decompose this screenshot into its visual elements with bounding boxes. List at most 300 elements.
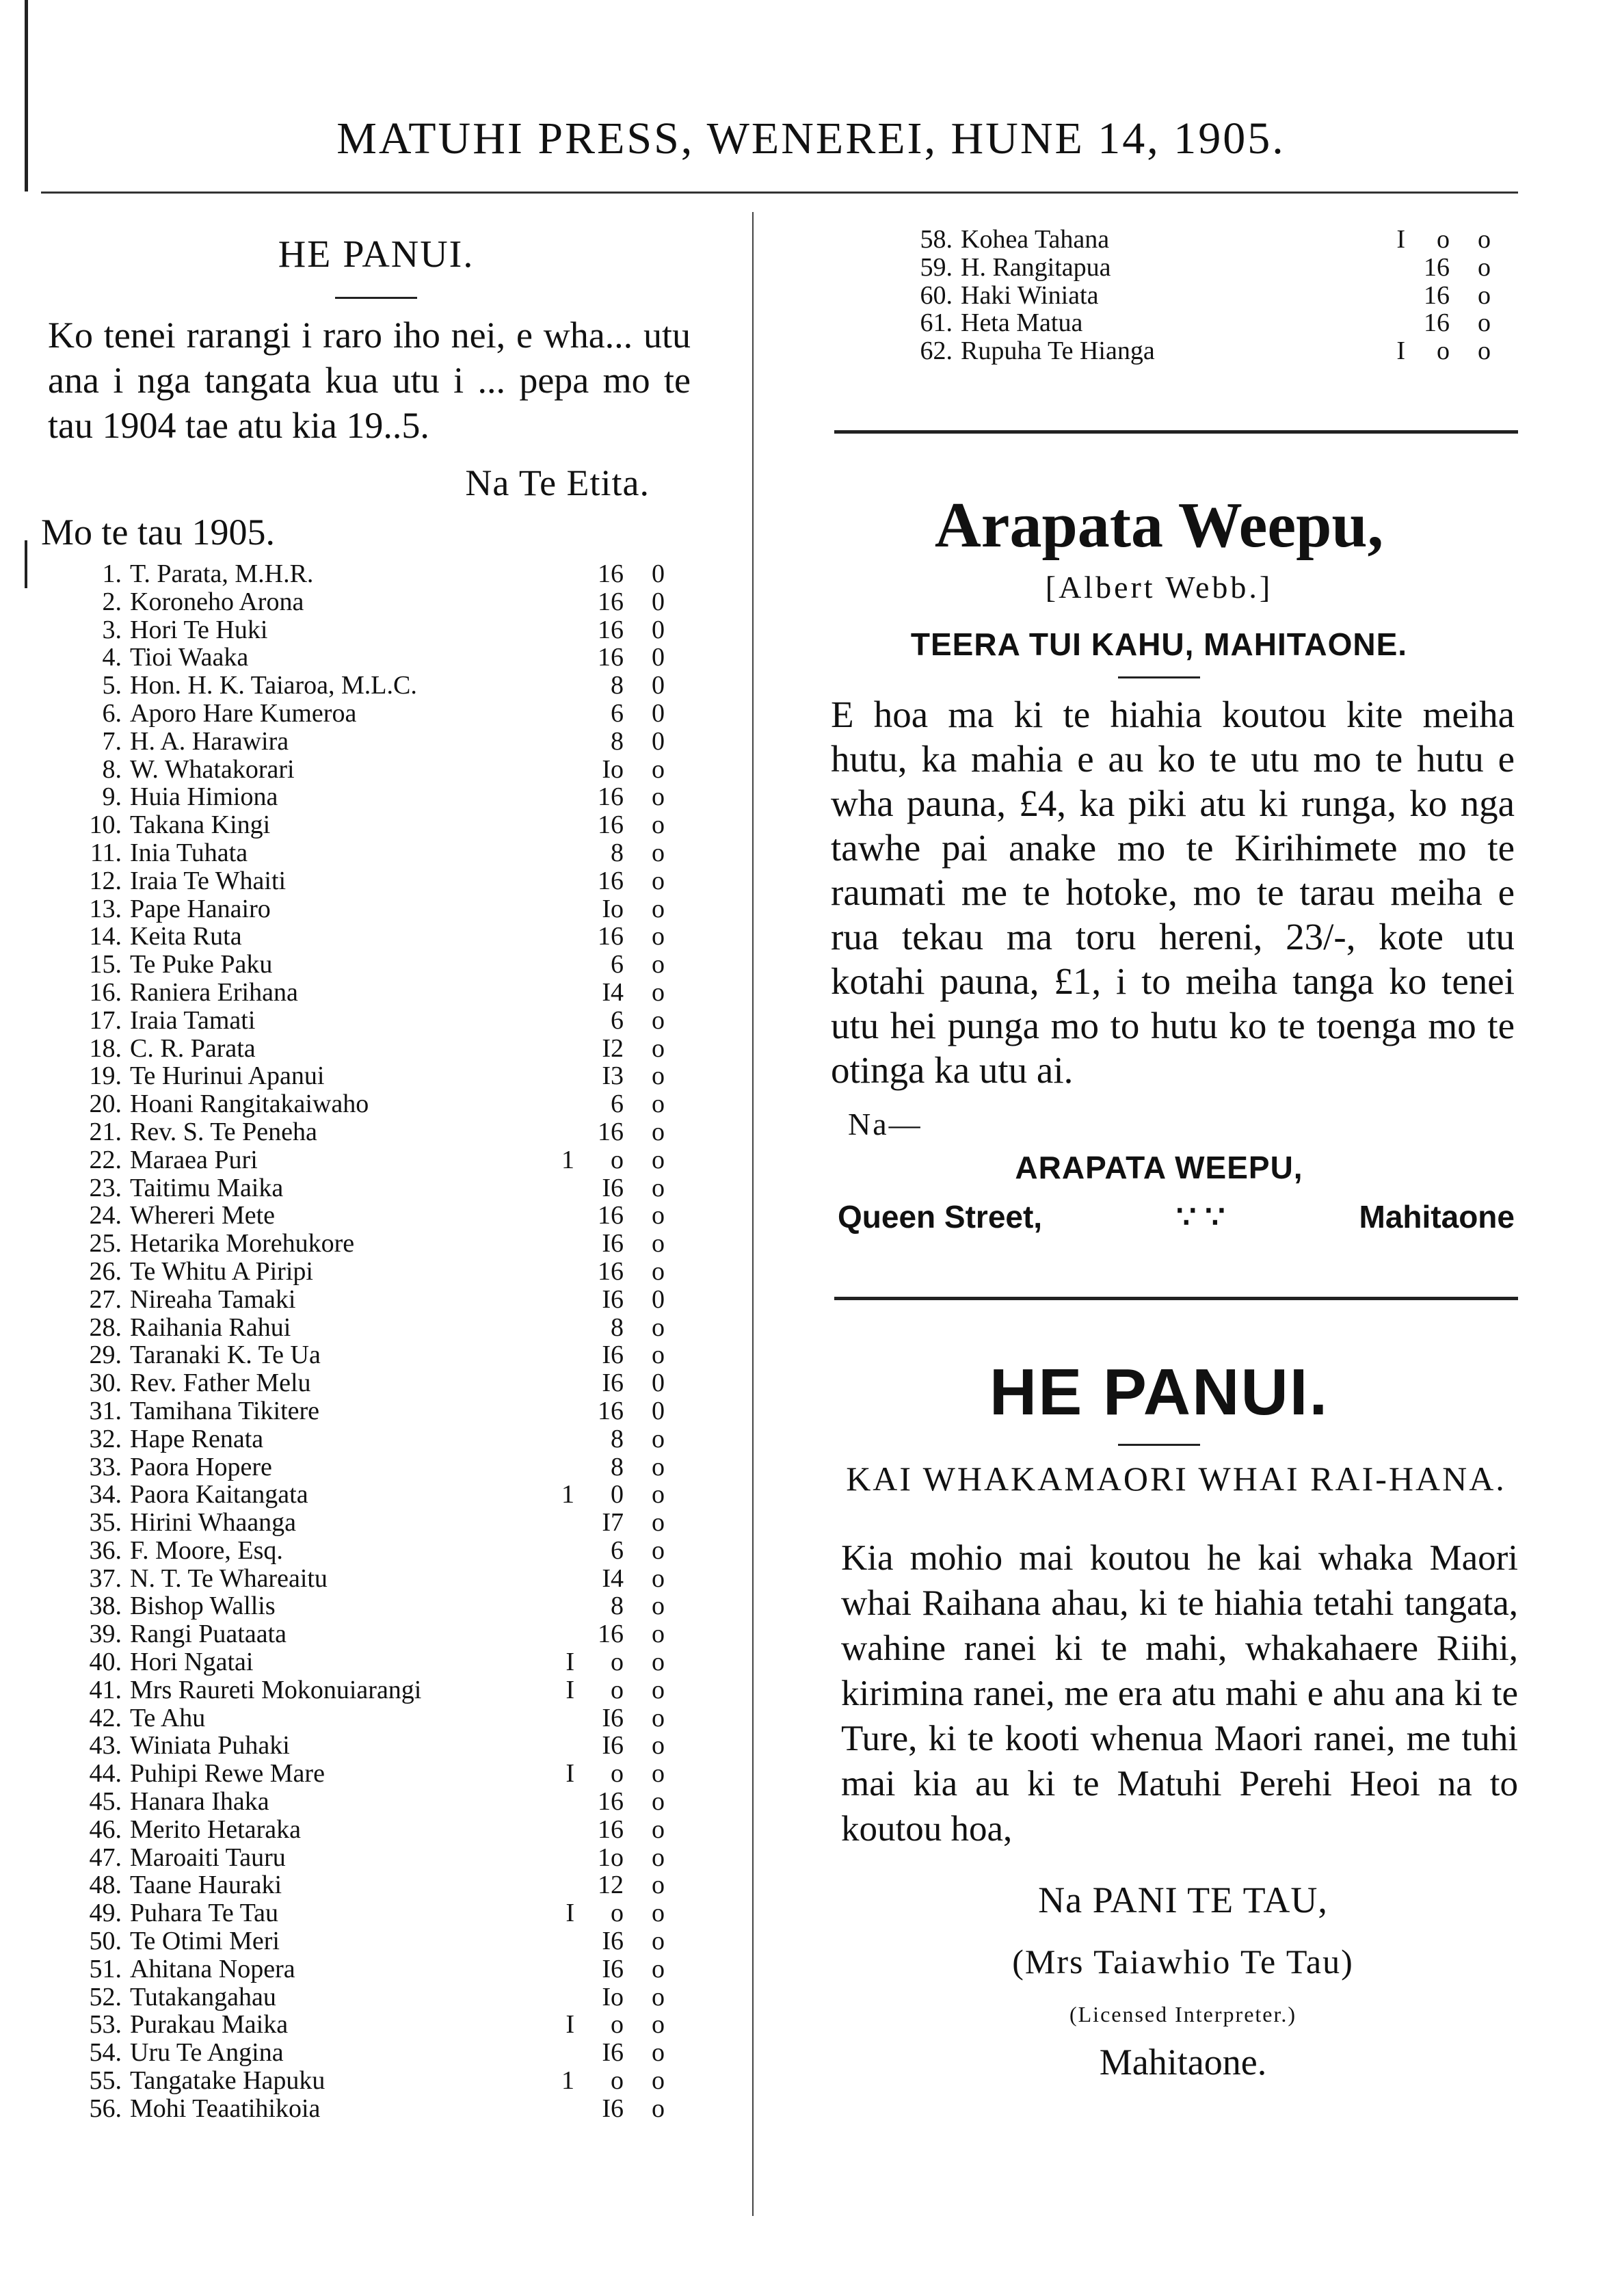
row-name: Hoani Rangitakaiwaho bbox=[130, 1090, 369, 1119]
row-shillings: 16 bbox=[598, 866, 624, 895]
row-name: W. Whatakorari bbox=[130, 754, 295, 784]
row-pence: 0 bbox=[652, 615, 665, 644]
row-shillings: 8 bbox=[611, 1312, 624, 1342]
row-pence: 0 bbox=[652, 698, 665, 728]
row-pence: o bbox=[652, 1452, 665, 1481]
list-row bbox=[27, 1453, 725, 1481]
row-number: 5. bbox=[102, 671, 122, 700]
row-name: Raniera Erihana bbox=[130, 977, 298, 1007]
row-shillings: 16 bbox=[598, 1201, 624, 1230]
row-shillings: 16 bbox=[598, 1815, 624, 1844]
list-row bbox=[27, 1007, 725, 1035]
row-pence: o bbox=[652, 1982, 665, 2011]
list-row bbox=[27, 756, 725, 784]
row-name: Takana Kingi bbox=[130, 810, 271, 840]
row-number: 59. bbox=[920, 252, 953, 282]
row-pence: o bbox=[652, 1703, 665, 1732]
row-name: Paora Hopere bbox=[130, 1452, 272, 1481]
row-name: Iraia Te Whaiti bbox=[130, 866, 287, 895]
list-row bbox=[27, 1648, 725, 1676]
row-pence: o bbox=[652, 754, 665, 784]
row-number: 42. bbox=[89, 1703, 122, 1732]
row-pence: o bbox=[652, 1424, 665, 1453]
row-shillings: 16 bbox=[1424, 308, 1450, 338]
row-number: 31. bbox=[89, 1396, 122, 1425]
row-shillings: 6 bbox=[611, 1090, 624, 1119]
advert-subtitle: [Albert Webb.] bbox=[1045, 569, 1273, 605]
row-number: 12. bbox=[89, 866, 122, 895]
year-heading: Mo te tau 1905. bbox=[41, 512, 275, 553]
row-number: 11. bbox=[90, 838, 122, 867]
list-row bbox=[27, 2011, 725, 2039]
list-row bbox=[27, 1425, 725, 1453]
list-row bbox=[27, 1062, 725, 1090]
row-number: 26. bbox=[89, 1256, 122, 1286]
list-row bbox=[27, 1258, 725, 1286]
row-name: N. T. Te Whareaitu bbox=[130, 1563, 328, 1593]
row-pounds bbox=[533, 1425, 574, 1453]
row-name: Maraea Puri bbox=[130, 1145, 258, 1174]
list-row bbox=[766, 226, 1552, 254]
advert-place: TEERA TUI KAHU, MAHITAONE. bbox=[910, 626, 1408, 662]
row-pence: o bbox=[652, 1090, 665, 1119]
row-number: 13. bbox=[89, 894, 122, 923]
row-number: 32. bbox=[89, 1424, 122, 1453]
row-name: Bishop Wallis bbox=[130, 1592, 276, 1621]
list-row bbox=[27, 1174, 725, 1202]
row-shillings: 8 bbox=[611, 1592, 624, 1621]
row-number: 47. bbox=[89, 1843, 122, 1872]
row-pounds bbox=[533, 867, 574, 895]
row-shillings: 6 bbox=[611, 1005, 624, 1035]
row-pounds: 1 bbox=[561, 2066, 574, 2096]
row-name: Keita Ruta bbox=[130, 922, 242, 951]
row-number: 1. bbox=[102, 559, 122, 588]
advert-name: ARAPATA WEEPU, bbox=[1015, 1149, 1303, 1185]
row-number: 49. bbox=[89, 1899, 122, 1928]
row-number: 6. bbox=[102, 698, 122, 728]
row-number: 16. bbox=[89, 977, 122, 1007]
row-shillings: I6 bbox=[602, 1341, 624, 1370]
row-number: 19. bbox=[89, 1061, 122, 1091]
row-number: 20. bbox=[89, 1090, 122, 1119]
right-column bbox=[766, 226, 1552, 2083]
list-row bbox=[27, 1788, 725, 1816]
row-pounds bbox=[533, 1230, 574, 1258]
section-rule-2 bbox=[834, 1297, 1518, 1300]
row-pounds bbox=[533, 1007, 574, 1035]
row-name: Mohi Teaatihikoia bbox=[130, 2094, 321, 2123]
list-row bbox=[766, 282, 1552, 310]
row-shillings: I6 bbox=[602, 2094, 624, 2123]
row-pounds bbox=[533, 1620, 574, 1648]
row-shillings: o bbox=[1437, 337, 1450, 366]
row-number: 38. bbox=[89, 1592, 122, 1621]
advert-na: Na— bbox=[848, 1106, 922, 1142]
row-name: Uru Te Angina bbox=[130, 2038, 284, 2068]
row-pounds bbox=[533, 1397, 574, 1425]
notice2-subtitle: KAI WHAKAMAORI WHAI RAI-HANA. bbox=[846, 1459, 1506, 1498]
row-number: 58. bbox=[920, 225, 953, 254]
row-shillings: 16 bbox=[598, 1396, 624, 1425]
row-shillings: 16 bbox=[598, 1787, 624, 1817]
row-name: Winiata Puhaki bbox=[130, 1731, 290, 1760]
row-pounds bbox=[533, 1732, 574, 1760]
row-name: Tamihana Tikitere bbox=[130, 1396, 320, 1425]
row-shillings: I6 bbox=[602, 1927, 624, 1956]
row-pence: o bbox=[652, 1005, 665, 1035]
row-pence: o bbox=[652, 1480, 665, 1509]
row-number: 53. bbox=[89, 2010, 122, 2040]
row-pounds: 1 bbox=[561, 1145, 574, 1174]
row-number: 51. bbox=[89, 1954, 122, 1983]
masthead-rule bbox=[41, 192, 1518, 194]
row-pounds bbox=[533, 1788, 574, 1816]
list-row bbox=[27, 1537, 725, 1565]
row-shillings: I4 bbox=[602, 977, 624, 1007]
list-row bbox=[27, 2095, 725, 2123]
row-number: 24. bbox=[89, 1201, 122, 1230]
list-row bbox=[27, 1816, 725, 1844]
list-row bbox=[27, 839, 725, 867]
row-name: T. Parata, M.H.R. bbox=[130, 559, 314, 588]
row-name: Te Hurinui Apanui bbox=[130, 1061, 325, 1091]
row-pence: o bbox=[652, 1508, 665, 1538]
row-pence: o bbox=[652, 950, 665, 979]
row-pounds bbox=[533, 1314, 574, 1342]
row-shillings: o bbox=[1437, 225, 1450, 254]
row-number: 27. bbox=[89, 1284, 122, 1314]
list-row bbox=[27, 951, 725, 979]
row-pence: o bbox=[652, 1871, 665, 1900]
row-number: 45. bbox=[89, 1787, 122, 1817]
row-shillings: 16 bbox=[598, 810, 624, 840]
row-name: Rupuha Te Hianga bbox=[961, 337, 1155, 366]
row-number: 23. bbox=[89, 1173, 122, 1202]
row-shillings: Io bbox=[602, 754, 624, 784]
row-pounds: I bbox=[566, 2010, 574, 2040]
row-pounds bbox=[533, 1035, 574, 1063]
row-shillings: 6 bbox=[611, 698, 624, 728]
row-number: 33. bbox=[89, 1452, 122, 1481]
list-row bbox=[27, 728, 725, 756]
row-pence: o bbox=[652, 1312, 665, 1342]
row-pounds: I bbox=[1396, 225, 1405, 254]
row-pence: o bbox=[652, 1061, 665, 1091]
notice2-text: Kia mohio mai koutou he kai whaka Maori whai Raihana ahau, ki te hiahia tetahi tangata, wahine ranei ki te mahi, whakahaere Riihi, kirimina ranei, me era atu mahi e ahu ana ki te Ture, ki te kooti whenua Maori ranei, me tuhi mai kia au ki te Matuhi Perehi Heoi na to koutou hoa, bbox=[841, 1538, 1518, 1849]
row-pounds bbox=[533, 923, 574, 951]
row-shillings: 16 bbox=[598, 782, 624, 812]
row-shillings: I6 bbox=[602, 1703, 624, 1732]
row-pounds bbox=[533, 1955, 574, 1983]
list-row bbox=[27, 923, 725, 951]
list-row bbox=[27, 783, 725, 811]
list-row bbox=[27, 1732, 725, 1760]
advert-address bbox=[766, 1198, 1552, 1235]
row-number: 8. bbox=[102, 754, 122, 784]
row-pounds bbox=[533, 644, 574, 672]
row-name: Maroaiti Tauru bbox=[130, 1843, 286, 1872]
list-row bbox=[27, 1118, 725, 1146]
row-pounds bbox=[533, 979, 574, 1007]
row-number: 29. bbox=[89, 1341, 122, 1370]
row-shillings: 16 bbox=[598, 615, 624, 644]
row-name: Aporo Hare Kumeroa bbox=[130, 698, 357, 728]
row-pounds bbox=[533, 1844, 574, 1872]
row-name: Taranaki K. Te Ua bbox=[130, 1341, 321, 1370]
row-pence: o bbox=[652, 977, 665, 1007]
row-number: 46. bbox=[89, 1815, 122, 1844]
row-shillings: 16 bbox=[598, 643, 624, 672]
row-pounds bbox=[1340, 254, 1405, 282]
row-name: Taitimu Maika bbox=[130, 1173, 284, 1202]
row-pence: o bbox=[652, 1787, 665, 1817]
row-pounds: I bbox=[566, 1899, 574, 1928]
row-shillings: o bbox=[611, 2010, 624, 2040]
row-number: 50. bbox=[89, 1927, 122, 1956]
row-number: 28. bbox=[89, 1312, 122, 1342]
list-row bbox=[766, 254, 1552, 282]
row-number: 10. bbox=[89, 810, 122, 840]
row-shillings: Io bbox=[602, 1982, 624, 2011]
row-pounds bbox=[533, 1537, 574, 1565]
row-pence: o bbox=[652, 2010, 665, 2040]
notice2-signature: Na PANI TE TAU, bbox=[1038, 1879, 1328, 1921]
row-pence: o bbox=[652, 1201, 665, 1230]
row-number: 21. bbox=[89, 1117, 122, 1146]
row-name: Hirini Whaanga bbox=[130, 1508, 297, 1538]
notice2-place: Mahitaone. bbox=[1099, 2041, 1267, 2083]
row-name: Tioi Waaka bbox=[130, 643, 249, 672]
row-number: 62. bbox=[920, 337, 953, 366]
row-name: Koroneho Arona bbox=[130, 587, 304, 616]
list-row bbox=[27, 616, 725, 644]
row-shillings: 6 bbox=[611, 1535, 624, 1565]
row-shillings: o bbox=[611, 1899, 624, 1928]
masthead: MATUHI PRESS, WENEREI, HUNE 14, 1905. bbox=[336, 114, 1286, 163]
row-pounds bbox=[533, 1927, 574, 1955]
row-shillings: I6 bbox=[602, 1954, 624, 1983]
list-row bbox=[27, 2067, 725, 2095]
row-pence: o bbox=[652, 1173, 665, 1202]
list-row bbox=[27, 1230, 725, 1258]
row-number: 56. bbox=[89, 2094, 122, 2123]
list-row bbox=[27, 1565, 725, 1593]
list-row bbox=[27, 1286, 725, 1314]
row-number: 39. bbox=[89, 1620, 122, 1649]
list-row bbox=[27, 1955, 725, 1983]
row-number: 41. bbox=[89, 1675, 122, 1704]
row-pounds bbox=[1340, 309, 1405, 337]
row-name: C. R. Parata bbox=[130, 1033, 256, 1063]
row-shillings: 8 bbox=[611, 838, 624, 867]
row-number: 14. bbox=[89, 922, 122, 951]
row-name: Rangi Puataata bbox=[130, 1620, 287, 1649]
row-name: H. Rangitapua bbox=[961, 252, 1111, 282]
row-shillings: 12 bbox=[598, 1871, 624, 1900]
row-number: 48. bbox=[89, 1871, 122, 1900]
row-name: Te Whitu A Piripi bbox=[130, 1256, 313, 1286]
list-row bbox=[27, 867, 725, 895]
row-number: 52. bbox=[89, 1982, 122, 2011]
row-pence: o bbox=[652, 1563, 665, 1593]
row-number: 7. bbox=[102, 726, 122, 756]
row-name: Te Otimi Meri bbox=[130, 1927, 280, 1956]
list-row bbox=[27, 895, 725, 923]
advert-text: E hoa ma ki te hiahia koutou kite meiha hutu, ka mahia e au ko te utu mo te hutu e wha pauna, £4, ka piki atu ki runga, ko nga tawhe pai anake mo te Kirihimete mo te raumati me te hotoke, mo te tarau meiha e rua tekau ma toru hereni, 23/-, kote utu kotahi pauna, £1, i to meiha tanga ko tenei utu hei punga mo to hutu ko te toenga mo te otinga ka utu ai. bbox=[831, 693, 1515, 1091]
row-pounds bbox=[533, 1453, 574, 1481]
row-shillings: I6 bbox=[602, 2038, 624, 2068]
list-row bbox=[27, 1369, 725, 1397]
row-number: 34. bbox=[89, 1480, 122, 1509]
row-name: Tangatake Hapuku bbox=[130, 2066, 325, 2096]
row-pence: 0 bbox=[652, 1396, 665, 1425]
row-pounds bbox=[533, 1983, 574, 2011]
row-name: Rev. S. Te Peneha bbox=[130, 1117, 317, 1146]
notice-title: HE PANUI. bbox=[278, 233, 475, 276]
row-name: Rev. Father Melu bbox=[130, 1369, 311, 1398]
row-pence: o bbox=[1478, 280, 1491, 310]
list-row bbox=[27, 1899, 725, 1927]
row-shillings: 0 bbox=[611, 1480, 624, 1509]
advert-dots: ∵ ∵ bbox=[1176, 1198, 1225, 1235]
row-pounds bbox=[533, 1509, 574, 1537]
row-name: Raihania Rahui bbox=[130, 1312, 291, 1342]
row-pence: o bbox=[1478, 337, 1491, 366]
row-pence: 0 bbox=[652, 671, 665, 700]
list-row bbox=[27, 1509, 725, 1537]
row-pence: o bbox=[652, 810, 665, 840]
section-rule bbox=[834, 430, 1518, 434]
row-name: Te Ahu bbox=[130, 1703, 206, 1732]
left-column bbox=[27, 226, 725, 2123]
row-pence: o bbox=[652, 1675, 665, 1704]
row-name: Iraia Tamati bbox=[130, 1005, 256, 1035]
editor-signature: Na Te Etita. bbox=[465, 462, 650, 503]
row-name: Hori Ngatai bbox=[130, 1648, 254, 1677]
list-row bbox=[27, 1481, 725, 1509]
row-number: 2. bbox=[102, 587, 122, 616]
row-pounds bbox=[533, 2039, 574, 2067]
row-pence: o bbox=[652, 2094, 665, 2123]
row-pounds: I bbox=[1396, 337, 1405, 366]
row-name: Huia Himiona bbox=[130, 782, 278, 812]
row-pence: 0 bbox=[652, 1284, 665, 1314]
list-row bbox=[766, 309, 1552, 337]
row-name: Te Puke Paku bbox=[130, 950, 273, 979]
row-pounds: I bbox=[566, 1675, 574, 1704]
row-name: Heta Matua bbox=[961, 308, 1083, 338]
row-pounds bbox=[533, 1118, 574, 1146]
row-pence: o bbox=[652, 1759, 665, 1789]
row-pence: o bbox=[652, 1899, 665, 1928]
notice2-license: (Licensed Interpreter.) bbox=[1069, 2001, 1297, 2027]
row-name: Puhara Te Tau bbox=[130, 1899, 278, 1928]
row-number: 22. bbox=[89, 1145, 122, 1174]
row-name: H. A. Harawira bbox=[130, 726, 289, 756]
row-number: 55. bbox=[89, 2066, 122, 2096]
row-name: Tutakangahau bbox=[130, 1982, 276, 2011]
row-shillings: 16 bbox=[598, 922, 624, 951]
row-pounds bbox=[533, 756, 574, 784]
row-pence: o bbox=[652, 1341, 665, 1370]
row-shillings: 16 bbox=[598, 559, 624, 588]
row-name: Purakau Maika bbox=[130, 2010, 289, 2040]
row-shillings: o bbox=[611, 2066, 624, 2096]
subscriber-list-continued bbox=[766, 226, 1552, 365]
row-shillings: 16 bbox=[598, 1256, 624, 1286]
row-pence: o bbox=[652, 866, 665, 895]
row-pence: o bbox=[1478, 225, 1491, 254]
list-row bbox=[27, 1983, 725, 2011]
row-shillings: 8 bbox=[611, 1424, 624, 1453]
row-shillings: 1o bbox=[598, 1843, 624, 1872]
row-shillings: 16 bbox=[598, 1117, 624, 1146]
row-shillings: I4 bbox=[602, 1563, 624, 1593]
row-number: 61. bbox=[920, 308, 953, 338]
row-pence: 0 bbox=[652, 643, 665, 672]
row-pence: o bbox=[652, 1843, 665, 1872]
row-name: Merito Hetaraka bbox=[130, 1815, 302, 1844]
list-row bbox=[766, 337, 1552, 365]
row-pounds bbox=[533, 588, 574, 616]
row-pounds bbox=[1340, 282, 1405, 310]
notice-intro: Ko tenei rarangi i raro iho nei, e wha... utu ana i nga tangata kua utu i ... pepa mo te tau 1904 tae atu kia 19..5. bbox=[48, 315, 691, 446]
row-pounds bbox=[533, 895, 574, 923]
row-pounds bbox=[533, 2095, 574, 2123]
list-row bbox=[27, 1620, 725, 1648]
row-number: 9. bbox=[102, 782, 122, 812]
row-number: 40. bbox=[89, 1648, 122, 1677]
list-row bbox=[27, 1146, 725, 1174]
row-shillings: 16 bbox=[1424, 280, 1450, 310]
row-shillings: I7 bbox=[602, 1508, 624, 1538]
row-shillings: 16 bbox=[1424, 252, 1450, 282]
row-pounds bbox=[533, 1202, 574, 1230]
list-row bbox=[27, 1704, 725, 1732]
row-pence: 0 bbox=[652, 587, 665, 616]
row-pounds bbox=[533, 1871, 574, 1899]
row-shillings: I6 bbox=[602, 1369, 624, 1398]
row-pounds bbox=[533, 839, 574, 867]
row-pounds: I bbox=[566, 1648, 574, 1677]
row-number: 35. bbox=[89, 1508, 122, 1538]
row-pounds bbox=[533, 1062, 574, 1090]
title-rule bbox=[335, 297, 417, 299]
advert-street: Queen Street, bbox=[838, 1198, 1043, 1235]
row-pounds bbox=[533, 1286, 574, 1314]
row-pounds bbox=[533, 560, 574, 588]
row-pence: o bbox=[652, 1592, 665, 1621]
row-pounds bbox=[533, 1816, 574, 1844]
row-pounds bbox=[533, 951, 574, 979]
row-pence: o bbox=[652, 922, 665, 951]
list-row bbox=[27, 1871, 725, 1899]
list-row bbox=[27, 1314, 725, 1342]
row-shillings: o bbox=[611, 1759, 624, 1789]
row-name: Kohea Tahana bbox=[961, 225, 1110, 254]
row-pence: o bbox=[652, 1535, 665, 1565]
row-shillings: I3 bbox=[602, 1061, 624, 1091]
row-pounds bbox=[533, 616, 574, 644]
list-row bbox=[27, 1202, 725, 1230]
list-row bbox=[27, 1760, 725, 1788]
list-row bbox=[27, 644, 725, 672]
row-pounds: 1 bbox=[561, 1480, 574, 1509]
row-pence: o bbox=[1478, 308, 1491, 338]
row-shillings: 16 bbox=[598, 587, 624, 616]
row-pounds bbox=[533, 1592, 574, 1620]
